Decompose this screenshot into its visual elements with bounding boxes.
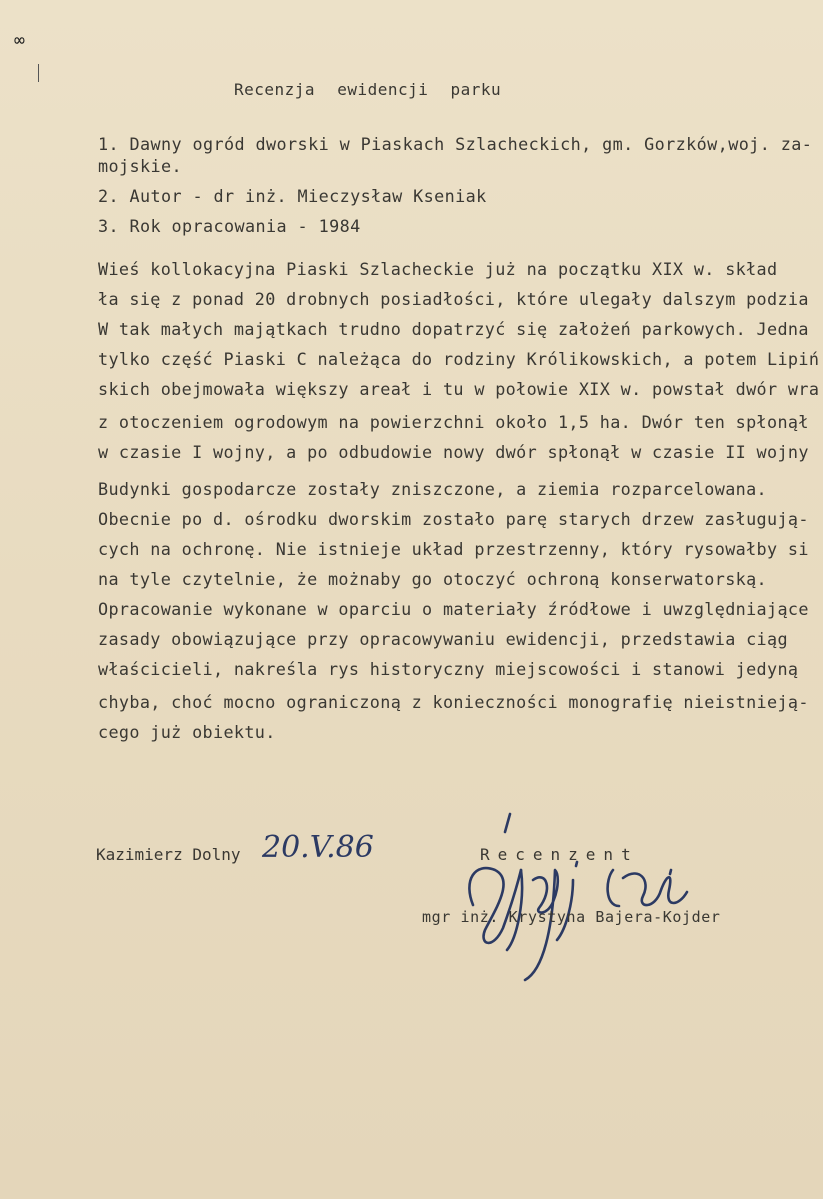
body-line: Budynki gospodarcze zostały zniszczone, a ziemia rozparcelowana. (98, 479, 768, 499)
body-line: cych na ochronę. Nie istnieje układ przestrzenny, który rysowałby si (98, 539, 809, 559)
body-line: właścicieli, nakreśla rys historyczny miejscowości i stanowi jedyną (98, 659, 799, 679)
body-line: Wieś kollokacyjna Piaski Szlacheckie już na początku XIX w. skład (98, 259, 778, 279)
list-item-1: 1. Dawny ogród dworski w Piaskach Szlacheckich, gm. Gorzków,woj. za- (98, 134, 813, 154)
body-line: zasady obowiązujące przy opracowywaniu ewidencji, przedstawia ciąg (98, 629, 788, 649)
body-line: ła się z ponad 20 drobnych posiadłości, które ulegały dalszym podzia (98, 289, 809, 309)
handwritten-signature (455, 810, 715, 985)
place-label: Kazimierz Dolny (96, 845, 241, 864)
body-line: W tak małych majątkach trudno dopatrzyć się założeń parkowych. Jedna (98, 319, 809, 339)
handwritten-date: 20.V.86 (262, 830, 374, 865)
list-item-3: 3. Rok opracowania - 1984 (98, 216, 361, 236)
body-line: Obecnie po d. ośrodku dworskim zostało parę starych drzew zasługują- (98, 509, 809, 529)
list-item-1-continued: mojskie. (98, 156, 183, 176)
list-item-2: 2. Autor - dr inż. Mieczysław Kseniak (98, 186, 487, 206)
body-line: na tyle czytelnie, że możnaby go otoczyć ochroną konserwatorską. (98, 569, 768, 589)
corner-mark: ∞ (14, 30, 25, 51)
body-line: Opracowanie wykonane w oparciu o materiały źródłowe i uwzględniające (98, 599, 809, 619)
body-line: skich obejmowała większy areał i tu w połowie XIX w. powstał dwór wra (98, 379, 820, 399)
body-line: tylko część Piaski C należąca do rodziny Królikowskich, a potem Lipiń (98, 349, 820, 369)
document-title: Recenzja ewidencji parku (234, 80, 502, 99)
body-line: cego już obiektu. (98, 722, 276, 742)
reviewer-name: mgr inż. Krystyna Bajera-Kojder (422, 908, 721, 926)
margin-tick (38, 64, 39, 82)
body-line: w czasie I wojny, a po odbudowie nowy dwór spłonął w czasie II wojny (98, 442, 809, 462)
body-line: z otoczeniem ogrodowym na powierzchni około 1,5 ha. Dwór ten spłonął (98, 412, 809, 432)
body-line: chyba, choć mocno ograniczoną z konieczności monografię nieistnieją- (98, 692, 809, 712)
reviewer-role-label: Recenzent (480, 845, 639, 864)
